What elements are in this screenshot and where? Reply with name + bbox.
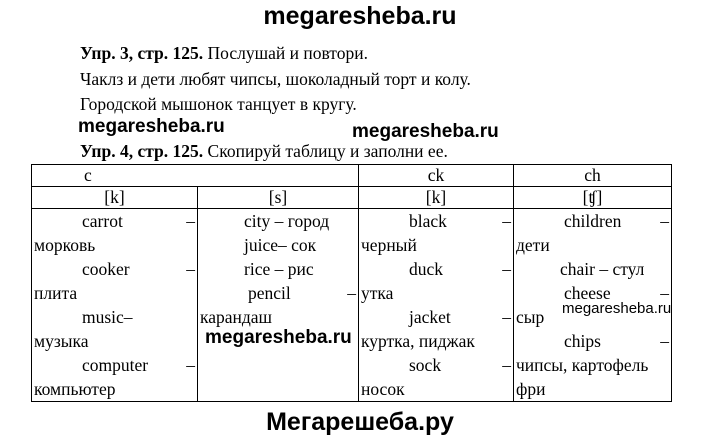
word-en: cheese (564, 283, 611, 303)
word-row (516, 329, 669, 353)
exercise-3-instruction: Послушай и повтори. (207, 43, 368, 63)
word-en: carrot (82, 211, 123, 231)
watermark-cell: megaresheba.ru (205, 327, 352, 348)
word-ru: сыр (516, 307, 545, 327)
word-row (200, 281, 356, 305)
word-en: computer (82, 355, 149, 375)
word-ru: носок (361, 379, 405, 399)
word-en: cooker (82, 259, 130, 279)
watermark-left: megaresheba.ru (78, 116, 225, 137)
word-ru: черный (361, 235, 417, 255)
word-pair: city – город (244, 211, 330, 231)
dash: – (502, 307, 511, 327)
word-row (361, 257, 511, 281)
watermark-middle: megaresheba.ru (352, 121, 499, 142)
dash: – (186, 211, 195, 231)
dash: – (502, 259, 511, 279)
word-ru: карандаш (200, 307, 273, 327)
word-ru: куртка, пиджак (361, 331, 475, 351)
exercise-3-sentence-2: Городской мышонок танцует в кругу. (80, 94, 357, 114)
word-en: music– (82, 307, 133, 327)
header-sound-c-k: [k] (32, 187, 198, 209)
exercise-4-heading: Упр. 4, стр. 125. (80, 141, 204, 161)
word-pair: juice– сок (244, 235, 317, 255)
column-c-k-words (32, 209, 198, 402)
word-pair: rice – рис (244, 259, 314, 279)
dash: – (660, 211, 669, 231)
word-row (361, 305, 511, 329)
header-letter-ck: ck (359, 165, 514, 187)
word-row (361, 209, 511, 233)
word-row (361, 353, 511, 377)
word-en: chips (564, 331, 601, 351)
exercise-4-line-title (80, 140, 448, 162)
header-letter-c: c (32, 165, 359, 187)
header-sound-ch: [ʧ] (514, 187, 672, 209)
dash: – (502, 211, 511, 231)
header-letter-ch: ch (514, 165, 672, 187)
word-row (34, 257, 195, 281)
word-row (34, 353, 195, 377)
dash: – (660, 331, 669, 351)
word-ru: дети (516, 235, 550, 255)
watermark-bottom: Мегарешеба.ру (266, 408, 454, 436)
word-en: children (564, 211, 622, 231)
table-header-letters (32, 165, 672, 187)
word-en: pencil (248, 283, 291, 303)
watermark-small: megaresheba.ru (562, 300, 672, 317)
exercise-3-heading: Упр. 3, стр. 125. (80, 43, 204, 63)
phonics-table (31, 164, 672, 402)
word-ru: чипсы, картофель фри (516, 355, 649, 399)
word-en: jacket (409, 307, 451, 327)
table-header-sounds (32, 187, 672, 209)
word-ru: утка (361, 283, 394, 303)
word-ru: музыка (34, 331, 89, 351)
column-ck-words (359, 209, 514, 402)
header-sound-c-s: [s] (198, 187, 359, 209)
word-pair: chair – стул (560, 259, 645, 279)
header-sound-ck-k: [k] (359, 187, 514, 209)
column-c-s-words (198, 209, 359, 402)
dash: – (502, 355, 511, 375)
word-row (516, 209, 669, 233)
dash: – (186, 355, 195, 375)
exercise-4-instruction: Скопируй таблицу и заполни ее. (207, 141, 448, 161)
exercise-3-line-title (80, 42, 368, 64)
dash: – (660, 283, 669, 303)
word-row (34, 209, 195, 233)
word-ru: компьютер (34, 379, 116, 399)
dash: – (347, 283, 356, 303)
word-en: duck (409, 259, 444, 279)
word-ru: плита (34, 283, 78, 303)
word-en: sock (409, 355, 442, 375)
exercise-3-sentence-1: Чаклз и дети любят чипсы, шоколадный торт и колу. (80, 69, 471, 89)
dash: – (186, 259, 195, 279)
word-ru: морковь (34, 235, 96, 255)
word-en: black (409, 211, 447, 231)
watermark-top: megaresheba.ru (263, 2, 457, 30)
word-row (34, 305, 195, 329)
